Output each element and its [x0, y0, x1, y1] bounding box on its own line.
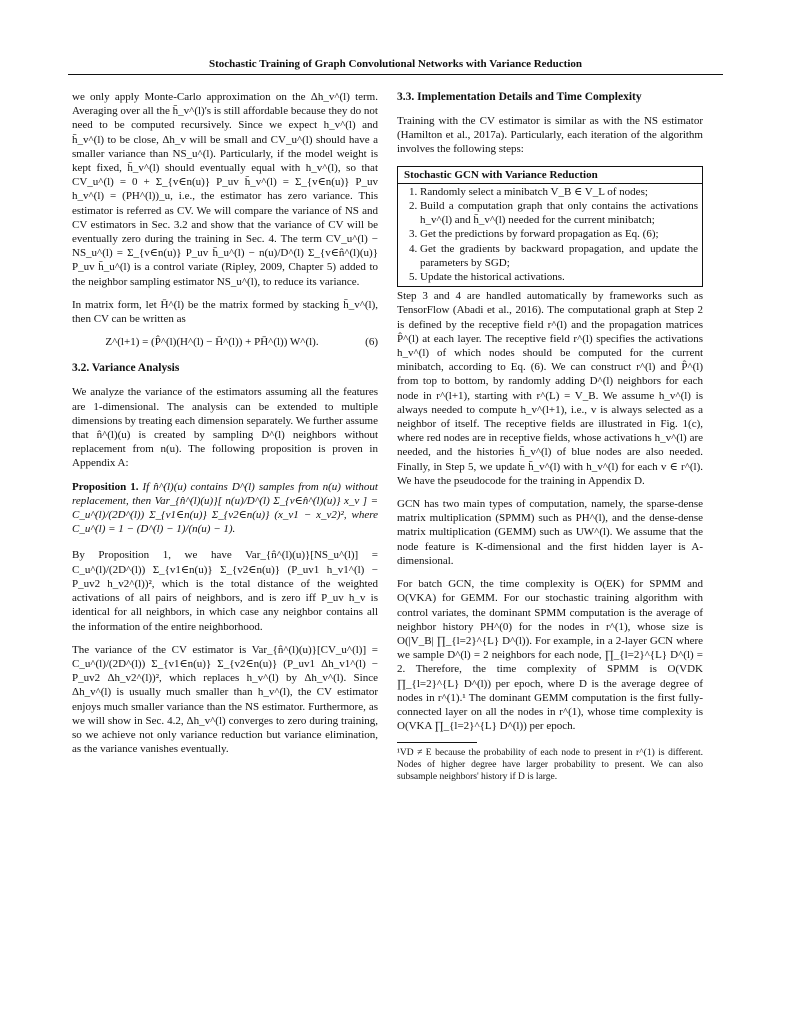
- footnote-rule: [397, 742, 477, 743]
- paragraph-computation-types: GCN has two main types of computation, namely, the sparse-dense matrix multiplication (SPMM) such as PH^(l), and the dense-dense matrix multiplication (GEMM) such as UW^(l). We assume that the node feature is K-dimensional and the first hidden layer is A-dimensional.: [397, 498, 703, 567]
- paragraph-matrix-form: In matrix form, let H̄^(l) be the matrix formed by stacking h̄_v^(l), then CV can be written as: [72, 298, 378, 326]
- right-column: [397, 90, 703, 783]
- algorithm-step: 4. Get the gradients by backward propagation, and update the parameters by SGD;: [420, 242, 698, 270]
- paragraph-variance-analysis: We analyze the variance of the estimators assuming all the features are 1-dimensional. The analysis can be extended to multiple dimensions by treating each dimension separately. We further assume that n̂^(l)(u) is created by sampling D^(l) neighbors without replacement from n(u). The following proposition is proven in Appendix A:: [72, 386, 378, 470]
- left-column: [72, 90, 378, 765]
- algorithm-step: 3. Get the predictions by forward propagation as Eq. (6);: [420, 227, 698, 241]
- paragraph-time-complexity: For batch GCN, the time complexity is O(EK) for SPMM and O(VKA) for GEMM. For our stochastic training algorithm with control variates, the dominant SPMM computation is the average of neighbor history PH^(0) for the nodes in r^(1), whose size is O(|V_B| ∏_{l=2}^{L} D^(l)). For example, in a 2-layer GCN where we sample D^(l) = 2 neighbors for each node, ∏_{l=2}^{L} D^(l) = 2. Therefore, the time complexity of SPMM is O(VDK ∏_{l=2}^{L} D^(l)) per epoch, where D is the average degree of nodes in r^(1).¹ The dominant GEMM computation is the first fully-connected layer on all the nodes in r^(1), whose time complexity is O(VKA ∏_{l=2}^{L} D^(l)) per epoch.: [397, 578, 703, 733]
- equation-6: [72, 335, 378, 349]
- algorithm-steps: [398, 184, 702, 286]
- equation-6-expression: Z^(l+1) = (P̂^(l)(H^(l) − H̄^(l)) + PH̄^(l)) W^(l).: [105, 336, 319, 349]
- section-3-3-heading: 3.3. Implementation Details and Time Complexity: [397, 91, 642, 103]
- equation-6-number: (6): [365, 336, 378, 349]
- algorithm-title: Stochastic GCN with Variance Reduction: [398, 167, 702, 184]
- algorithm-box: [397, 166, 703, 288]
- running-header: Stochastic Training of Graph Convolutional Networks with Variance Reduction: [208, 58, 582, 70]
- algorithm-step: 5. Update the historical activations.: [420, 270, 698, 284]
- proposition-1: [72, 480, 378, 537]
- algorithm-step: 2. Build a computation graph that only contains the activations h_v^(l) and h̄_v^(l) needed for the current minibatch;: [420, 199, 698, 227]
- paragraph-cv-intro: we only apply Monte-Carlo approximation on the Δh_v^(l) term. Averaging over all the h̄_v^(l)'s is still affordable because they do not need to be computed recursively. Since we expect h_v^(l) and h̄_v^(l) to be close, Δh_v will be small and CV_u^(l) should have a smaller variance than NS_u^(l). Particularly, if the model weight is kept fixed, h̄_v^(l) should eventually equal with h_v^(l), so that CV_u^(l) = 0 + Σ_{v∈n(u)} P_uv h̄_v^(l) = Σ_{v∈n(u)} P_uv h_v^(l) = (PH^(l))_u, i.e., the estimator has zero variance. This estimator is referred as CV. We will compare the variance of NS and CV estimators in Sec. 3.2 and show that the variance of CV will be eventually zero during the training in Sec. 4. The term CV_u^(l) − NS_u^(l) = Σ_{v∈n(u)} P_uv h̄_u^(l) − n(u)/D^(l) Σ_{v∈n̂^(l)(u)} P_uv h̄_u^(l) is a control variate (Ripley, 2009, Chapter 5) added to the neighbor sampling estimator NS_u^(l), to reduce its variance.: [72, 91, 378, 288]
- paragraph-cv-variance: The variance of the CV estimator is Var_{n̂^(l)(u)}[CV_u^(l)] = C_u^(l)/(2D^(l)) Σ_{v1∈n(u)} Σ_{v2∈n(u)} (P_uv1 Δh_v1^(l) − P_uv2 Δh_v2^(l))², which replaces h_v^(l) by Δh_v^(l). Since Δh_v^(l) is usually much smaller than h_v^(l), the CV estimator enjoys much smaller variance than the NS estimator. Furthermore, as we will show in Sec. 4.2, Δh_v^(l) converges to zero during training, so we achieve not only variance reduction but variance elimination, as the variance vanishes eventually.: [72, 643, 378, 756]
- header-rule: [68, 74, 723, 75]
- algorithm-step: 1. Randomly select a minibatch V_B ∈ V_L of nodes;: [420, 185, 698, 199]
- paragraph-implementation: Training with the CV estimator is similar as with the NS estimator (Hamilton et al., 2017a). Particularly, each iteration of the algorithm involves the following steps:: [397, 115, 703, 156]
- proposition-label: Proposition 1.: [72, 480, 139, 493]
- proposition-text: If n̂^(l)(u) contains D^(l) samples from n(u) without replacement, then Var_{n̂^(l)(u)}[ n(u)/D^(l) Σ_{v∈n̂^(l)(u)} x_v ] = C_u^(l)/(2D^(l)) Σ_{v1∈n(u)} Σ_{v2∈n(u)} (x_v1 − x_v2)², where C_u^(l) = 1 − (D^(l) − 1)/(n(u) − 1).: [72, 480, 378, 536]
- footnote-1: ¹VD ≠ E because the probability of each node to present in r^(1) is different. Nodes of higher degree have larger probability to present. We can also subsample neighbors' history if D is large.: [397, 748, 703, 783]
- section-3-2-heading: 3.2. Variance Analysis: [72, 362, 180, 375]
- paragraph-ns-variance: By Proposition 1, we have Var_{n̂^(l)(u)}[NS_u^(l)] = C_u^(l)/(2D^(l)) Σ_{v1∈n(u)} Σ_{v2∈n(u)} (P_uv1 h_v1^(l) − P_uv2 h_v2^(l))², which is the total distance of the weighted activations of all pairs of neighbors, and is zero iff P_uv h_v is identical for all neighbors, in which case any neighbor contains all the information of the entire neighborhood.: [72, 549, 378, 633]
- paragraph-receptive-field: Step 3 and 4 are handled automatically by frameworks such as TensorFlow (Abadi et al., 2016). The computational graph at Step 2 is defined by the receptive field r^(l) and the propagation matrices P̂^(l) at each layer. The receptive field r^(l) specifies the activations h_v^(l) of which nodes should be computed for the current minibatch, according to Eq. (6). We can construct r^(l) and P̂^(l) from top to bottom, by randomly adding D^(l) neighbors for each node in r^(l+1), starting with r^(L) = V_B. We assume h_v^(l) is always needed to compute h_v^(l+1), i.e., v is always selected as a neighbor of itself. The receptive fields are illustrated in Fig. 1(c), where red nodes are in receptive fields, whose activations h_v^(l) are needed, and the histories h̄_v^(l) of blue nodes are also needed. Finally, in Step 5, we update h̄_v^(l) with h_v^(l) for each v ∈ r^(l). We have the pseudocode for the training in Appendix D.: [397, 290, 703, 487]
